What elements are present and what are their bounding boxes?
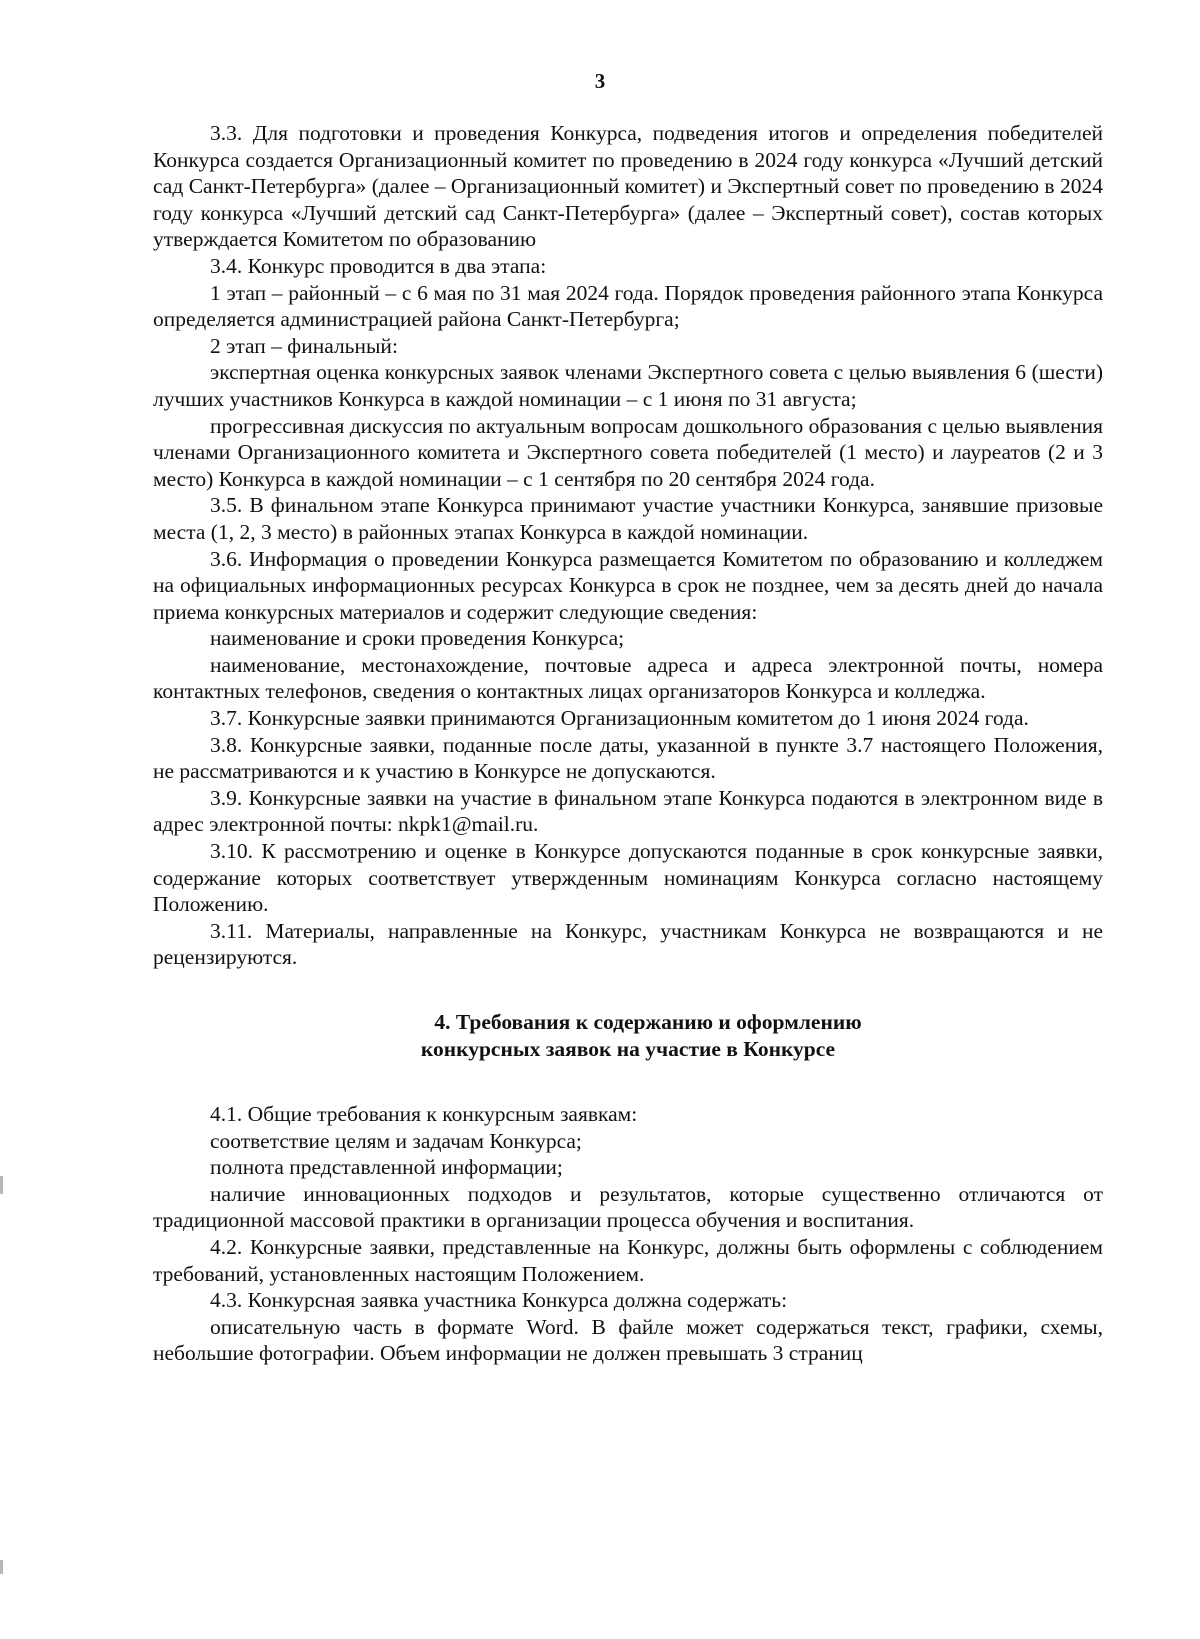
paragraph-discussion: прогрессивная дискуссия по актуальным вопросам дошкольного образования с целью выявления членами Организационного комитета и Экспертного совета победителей (1 место) и лауреатов (2 и 3 место) Конкурса в каждой номинации – с 1 сентября по 20 сентября 2024 года. [153, 413, 1103, 491]
paragraph-requirement-3: наличие инновационных подходов и результатов, которые существенно отличаются от традиционной массовой практики в организации процесса обучения и воспитания. [153, 1181, 1103, 1233]
scan-edge-mark [0, 1560, 3, 1574]
paragraph-3-8: 3.8. Конкурсные заявки, поданные после даты, указанной в пункте 3.7 настоящего Положения, не рассматриваются и к участию в Конкурсе не допускаются. [153, 732, 1103, 784]
section-4-heading-line-2: конкурсных заявок на участие в Конкурсе [420, 1037, 836, 1061]
paragraph-3-9: 3.9. Конкурсные заявки на участие в финальном этапе Конкурса подаются в электронном виде в адрес электронной почты: nkpk1@mail.ru. [153, 785, 1103, 837]
scan-edge-mark [0, 1176, 3, 1194]
section-4-heading [153, 1009, 1103, 1063]
paragraph-3-4: 3.4. Конкурс проводится в два этапа: [210, 253, 547, 278]
paragraph-4-2: 4.2. Конкурсные заявки, представленные на Конкурс, должны быть оформлены с соблюдением требований, установленных настоящим Положением. [153, 1234, 1103, 1286]
paragraph-3-6: 3.6. Информация о проведении Конкурса размещается Комитетом по образованию и колледжем на официальных информационных ресурсах Конкурса в срок не позднее, чем за десять дней до начала приема конкурсных материалов и содержит следующие сведения: [153, 546, 1103, 624]
paragraph-3-3: 3.3. Для подготовки и проведения Конкурса, подведения итогов и определения победителей Конкурса создается Организационный комитет по проведению в 2024 году конкурса «Лучший детский сад Санкт-Петербурга» (далее – Организационный комитет) и Экспертный совет по проведению в 2024 году конкурса «Лучший детский сад Санкт-Петербурга» (далее – Экспертный совет), состав которых утверждается Комитетом по образованию [153, 121, 1103, 252]
paragraph-3-5: 3.5. В финальном этапе Конкурса принимают участие участники Конкурса, занявшие призовые места (1, 2, 3 место) в районных этапах Конкурса в каждой номинации. [153, 493, 1103, 544]
paragraph-info-item-1: наименование и сроки проведения Конкурса; [210, 626, 625, 651]
paragraph-3-7: 3.7. Конкурсные заявки принимаются Организационным комитетом до 1 июня 2024 года. [210, 706, 1029, 731]
paragraph-stage-1: 1 этап – районный – с 6 мая по 31 мая 2024 года. Порядок проведения районного этапа Конкурса определяется администрацией района Санкт-Петербурга; [153, 280, 1103, 332]
paragraph-4-1: 4.1. Общие требования к конкурсным заявкам: [210, 1102, 638, 1126]
paragraph-4-3: 4.3. Конкурсная заявка участника Конкурса должна содержать: [210, 1288, 788, 1313]
paragraph-requirement-2: полнота представленной информации; [210, 1155, 563, 1180]
paragraph-descriptive-part: описательную часть в формате Word. В файле может содержаться текст, графики, схемы, небольшие фотографии. Объем информации не должен превышать 3 страниц [153, 1314, 1103, 1366]
paragraph-requirement-1: соответствие целям и задачам Конкурса; [210, 1128, 582, 1153]
paragraph-3-10: 3.10. К рассмотрению и оценке в Конкурсе допускаются поданные в срок конкурсные заявки, содержание которых соответствует утвержденным номинациям Конкурса согласно настоящему Положению. [153, 839, 1103, 917]
paragraph-info-item-2: наименование, местонахождение, почтовые адреса и адреса электронной почты, номера контактных телефонов, сведения о контактных лицах организаторов Конкурса и колледжа. [153, 652, 1103, 704]
paragraph-stage-2: 2 этап – финальный: [210, 333, 398, 358]
paragraph-expert-review: экспертная оценка конкурсных заявок членами Экспертного совета с целью выявления 6 (шести) лучших участников Конкурса в каждой номинации – с 1 июня по 31 августа; [153, 360, 1103, 411]
page-number: 3 [594, 69, 606, 93]
paragraph-3-11: 3.11. Материалы, направленные на Конкурс, участникам Конкурса не возвращаются и не рецензируются. [153, 918, 1103, 970]
section-4-heading-line-1: 4. Требования к содержанию и оформлению [434, 1010, 862, 1034]
document-body [153, 120, 1103, 1367]
